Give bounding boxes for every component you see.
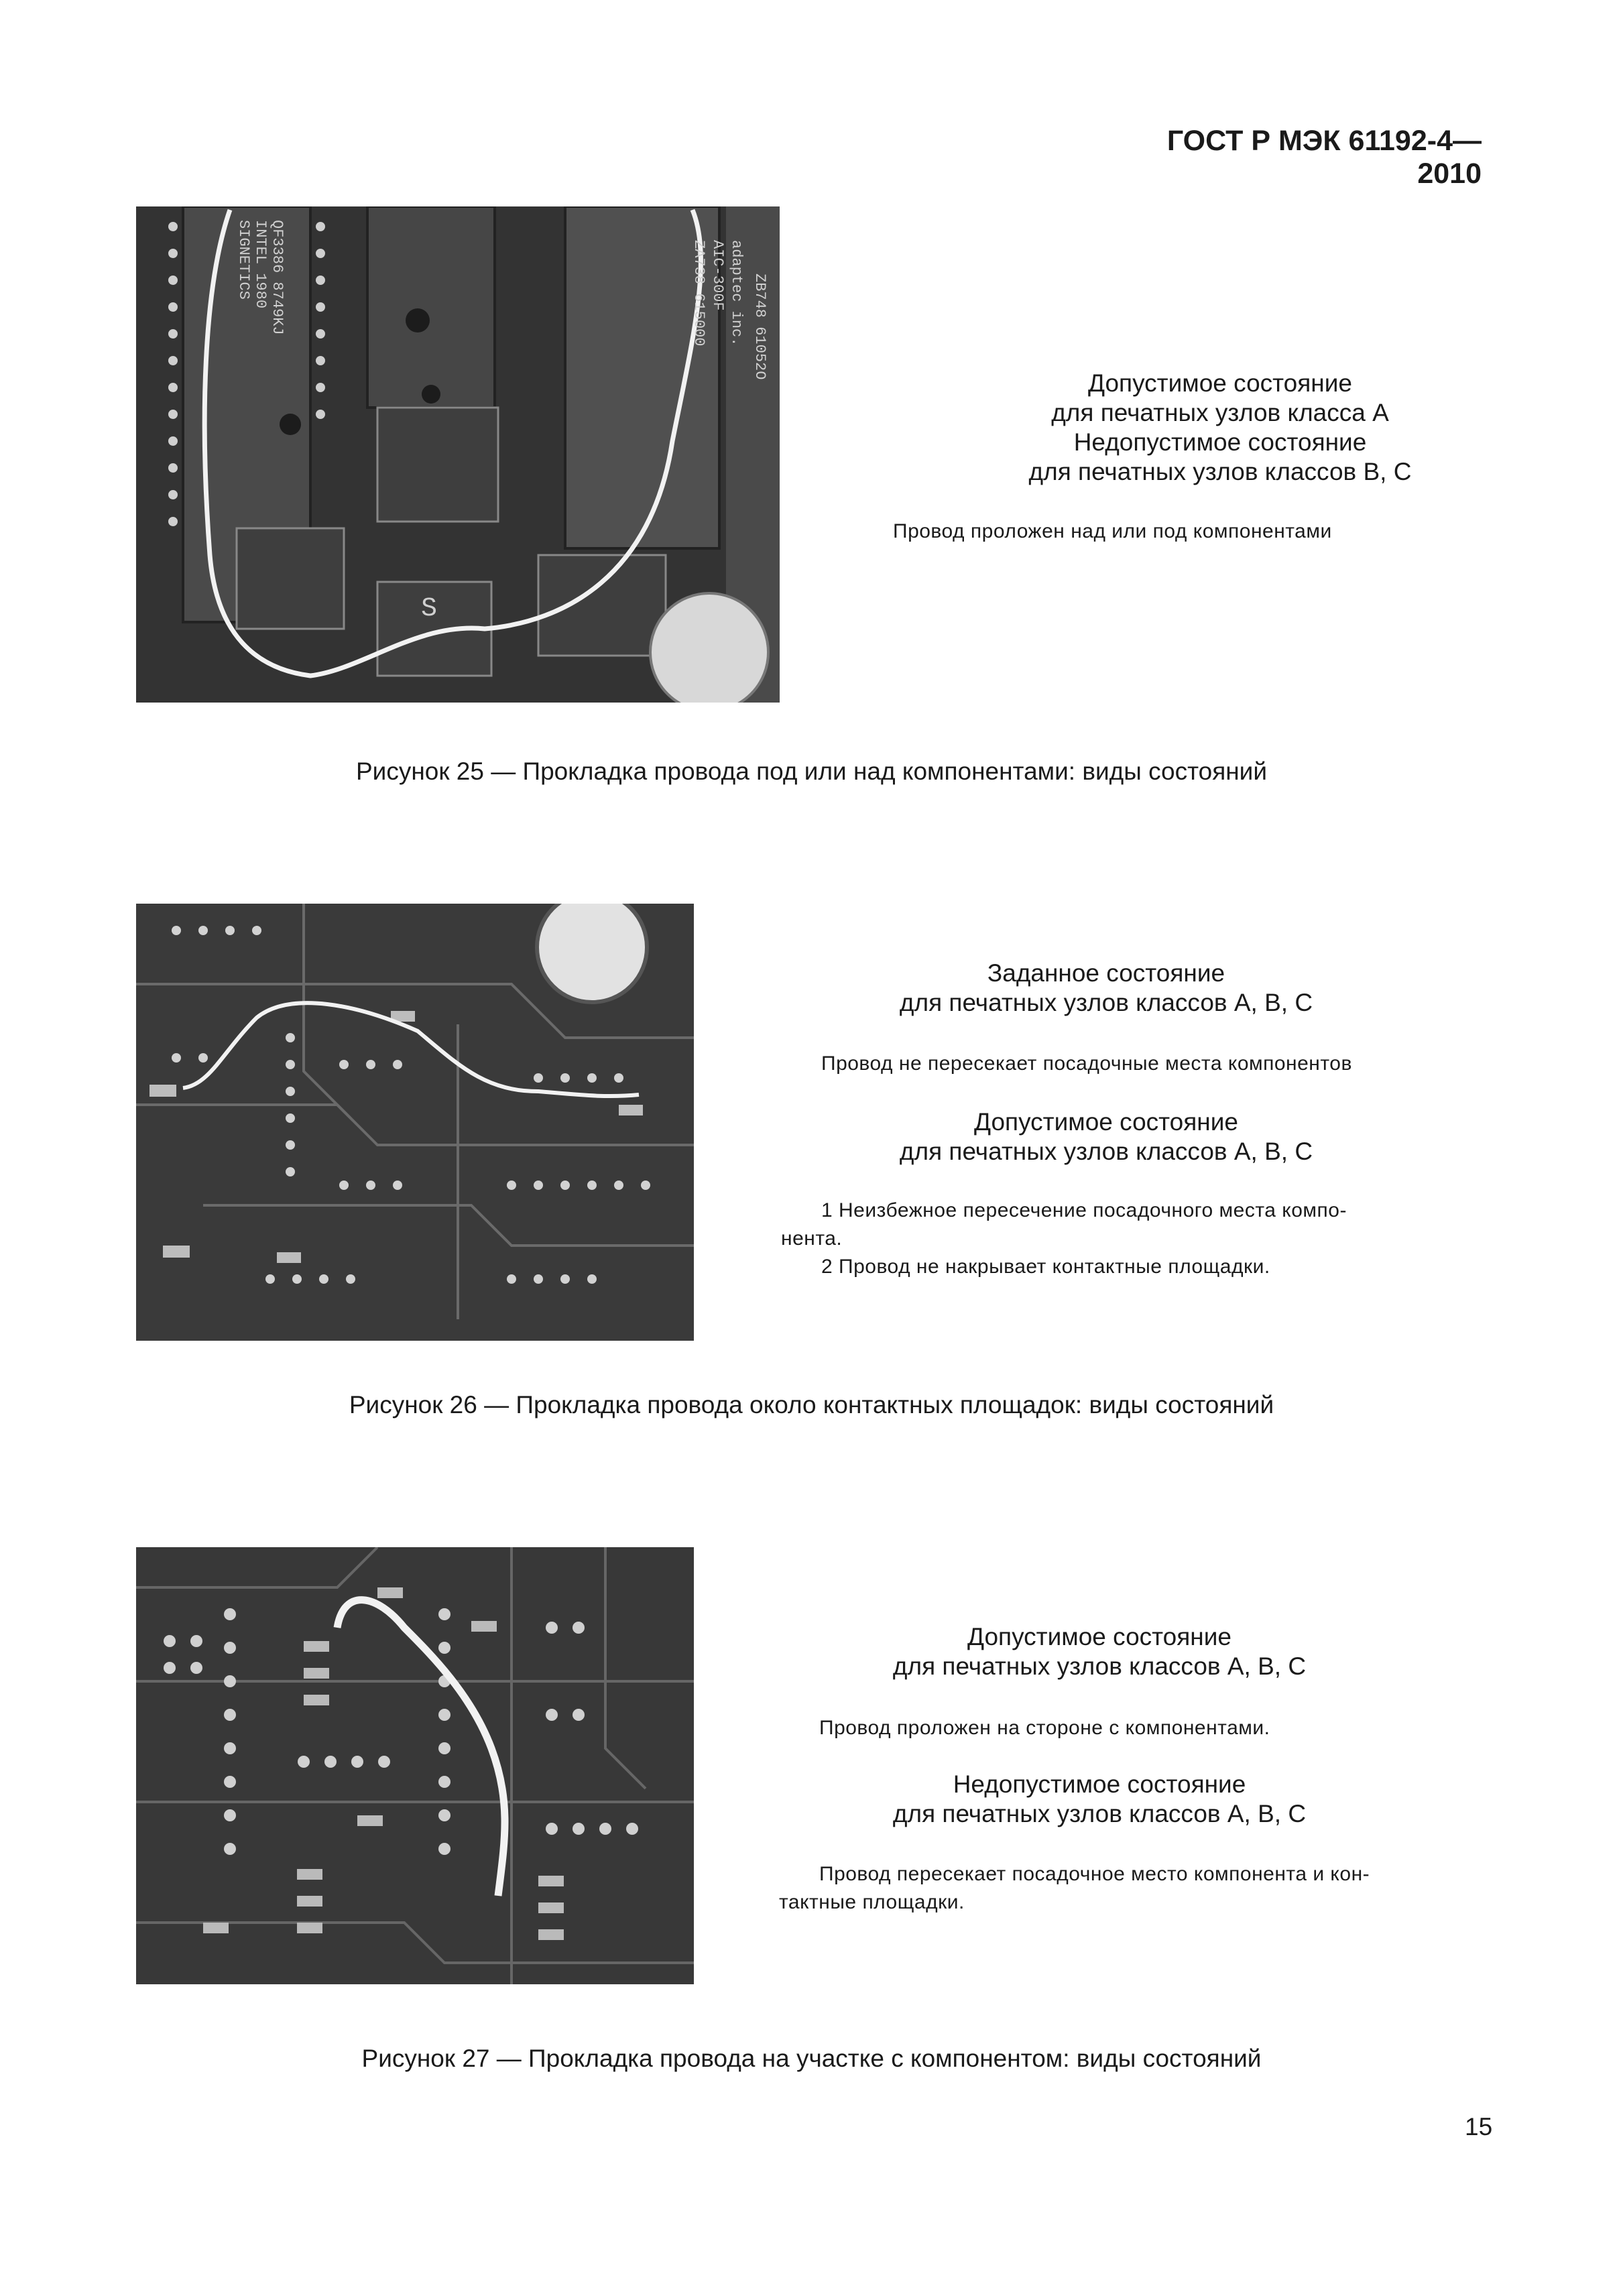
figure-25-state-1: Допустимое состояние для печатных узлов класса А Недопустимое состояние для печатных узлов классов В, С bbox=[1028, 369, 1412, 485]
figure-25-photo bbox=[136, 206, 780, 703]
chip-label: ZA738 615000 bbox=[690, 240, 707, 347]
chip-label: S bbox=[421, 594, 438, 624]
page-number: 15 bbox=[1465, 2113, 1493, 2140]
figure-26-note: Провод не пересекает посадочные места компонентов bbox=[821, 1052, 1352, 1075]
chip-label: QF3386 8749KJ bbox=[269, 220, 286, 335]
figure-26-state-2: Допустимое состояние для печатных узлов классов А, В, С bbox=[899, 1108, 1313, 1165]
document-header: ГОСТ Р МЭК 61192-4— 2010 bbox=[1166, 125, 1482, 190]
chip-label: SIGNETICS bbox=[235, 220, 252, 300]
figure-27-note-2: Провод пересекает посадочное место компонента и кон- bbox=[819, 1863, 1370, 1885]
figure-26-note-2: 2 Провод не накрывает контактные площадки. bbox=[821, 1256, 1270, 1278]
figure-25-caption: Рисунок 25 — Прокладка провода под или над компонентами: виды состояний bbox=[355, 758, 1268, 785]
figure-25-note: Провод проложен над или под компонентами bbox=[893, 520, 1332, 542]
figure-26-note-1-cont: нента. bbox=[781, 1227, 843, 1250]
figure-27-state-2: Недопустимое состояние для печатных узлов классов А, В, С bbox=[892, 1770, 1307, 1827]
figure-27-note: Провод проложен на стороне с компонентами. bbox=[819, 1717, 1270, 1739]
chip-label: adaptec inc. bbox=[728, 240, 745, 347]
figure-27-note-2-cont: тактные площадки. bbox=[779, 1891, 965, 1913]
chip-label: ZB748 61052O bbox=[752, 274, 768, 380]
figure-26-photo bbox=[136, 904, 694, 1341]
figure-26-state-1: Заданное состояние для печатных узлов классов А, В, С bbox=[899, 959, 1313, 1016]
figure-27-state-1: Допустимое состояние для печатных узлов классов А, В, С bbox=[892, 1623, 1307, 1680]
figure-26-note-1: 1 Неизбежное пересечение посадочного места компо- bbox=[821, 1199, 1347, 1221]
chip-label: AIC-300F bbox=[709, 240, 726, 311]
figure-26-caption: Рисунок 26 — Прокладка провода около контактных площадок: виды состояний bbox=[349, 1391, 1274, 1418]
chip-label: INTEL 1980 bbox=[252, 220, 269, 309]
figure-27-caption: Рисунок 27 — Прокладка провода на участке с компонентом: виды состояний bbox=[361, 2045, 1262, 2072]
figure-27-photo bbox=[136, 1547, 694, 1984]
